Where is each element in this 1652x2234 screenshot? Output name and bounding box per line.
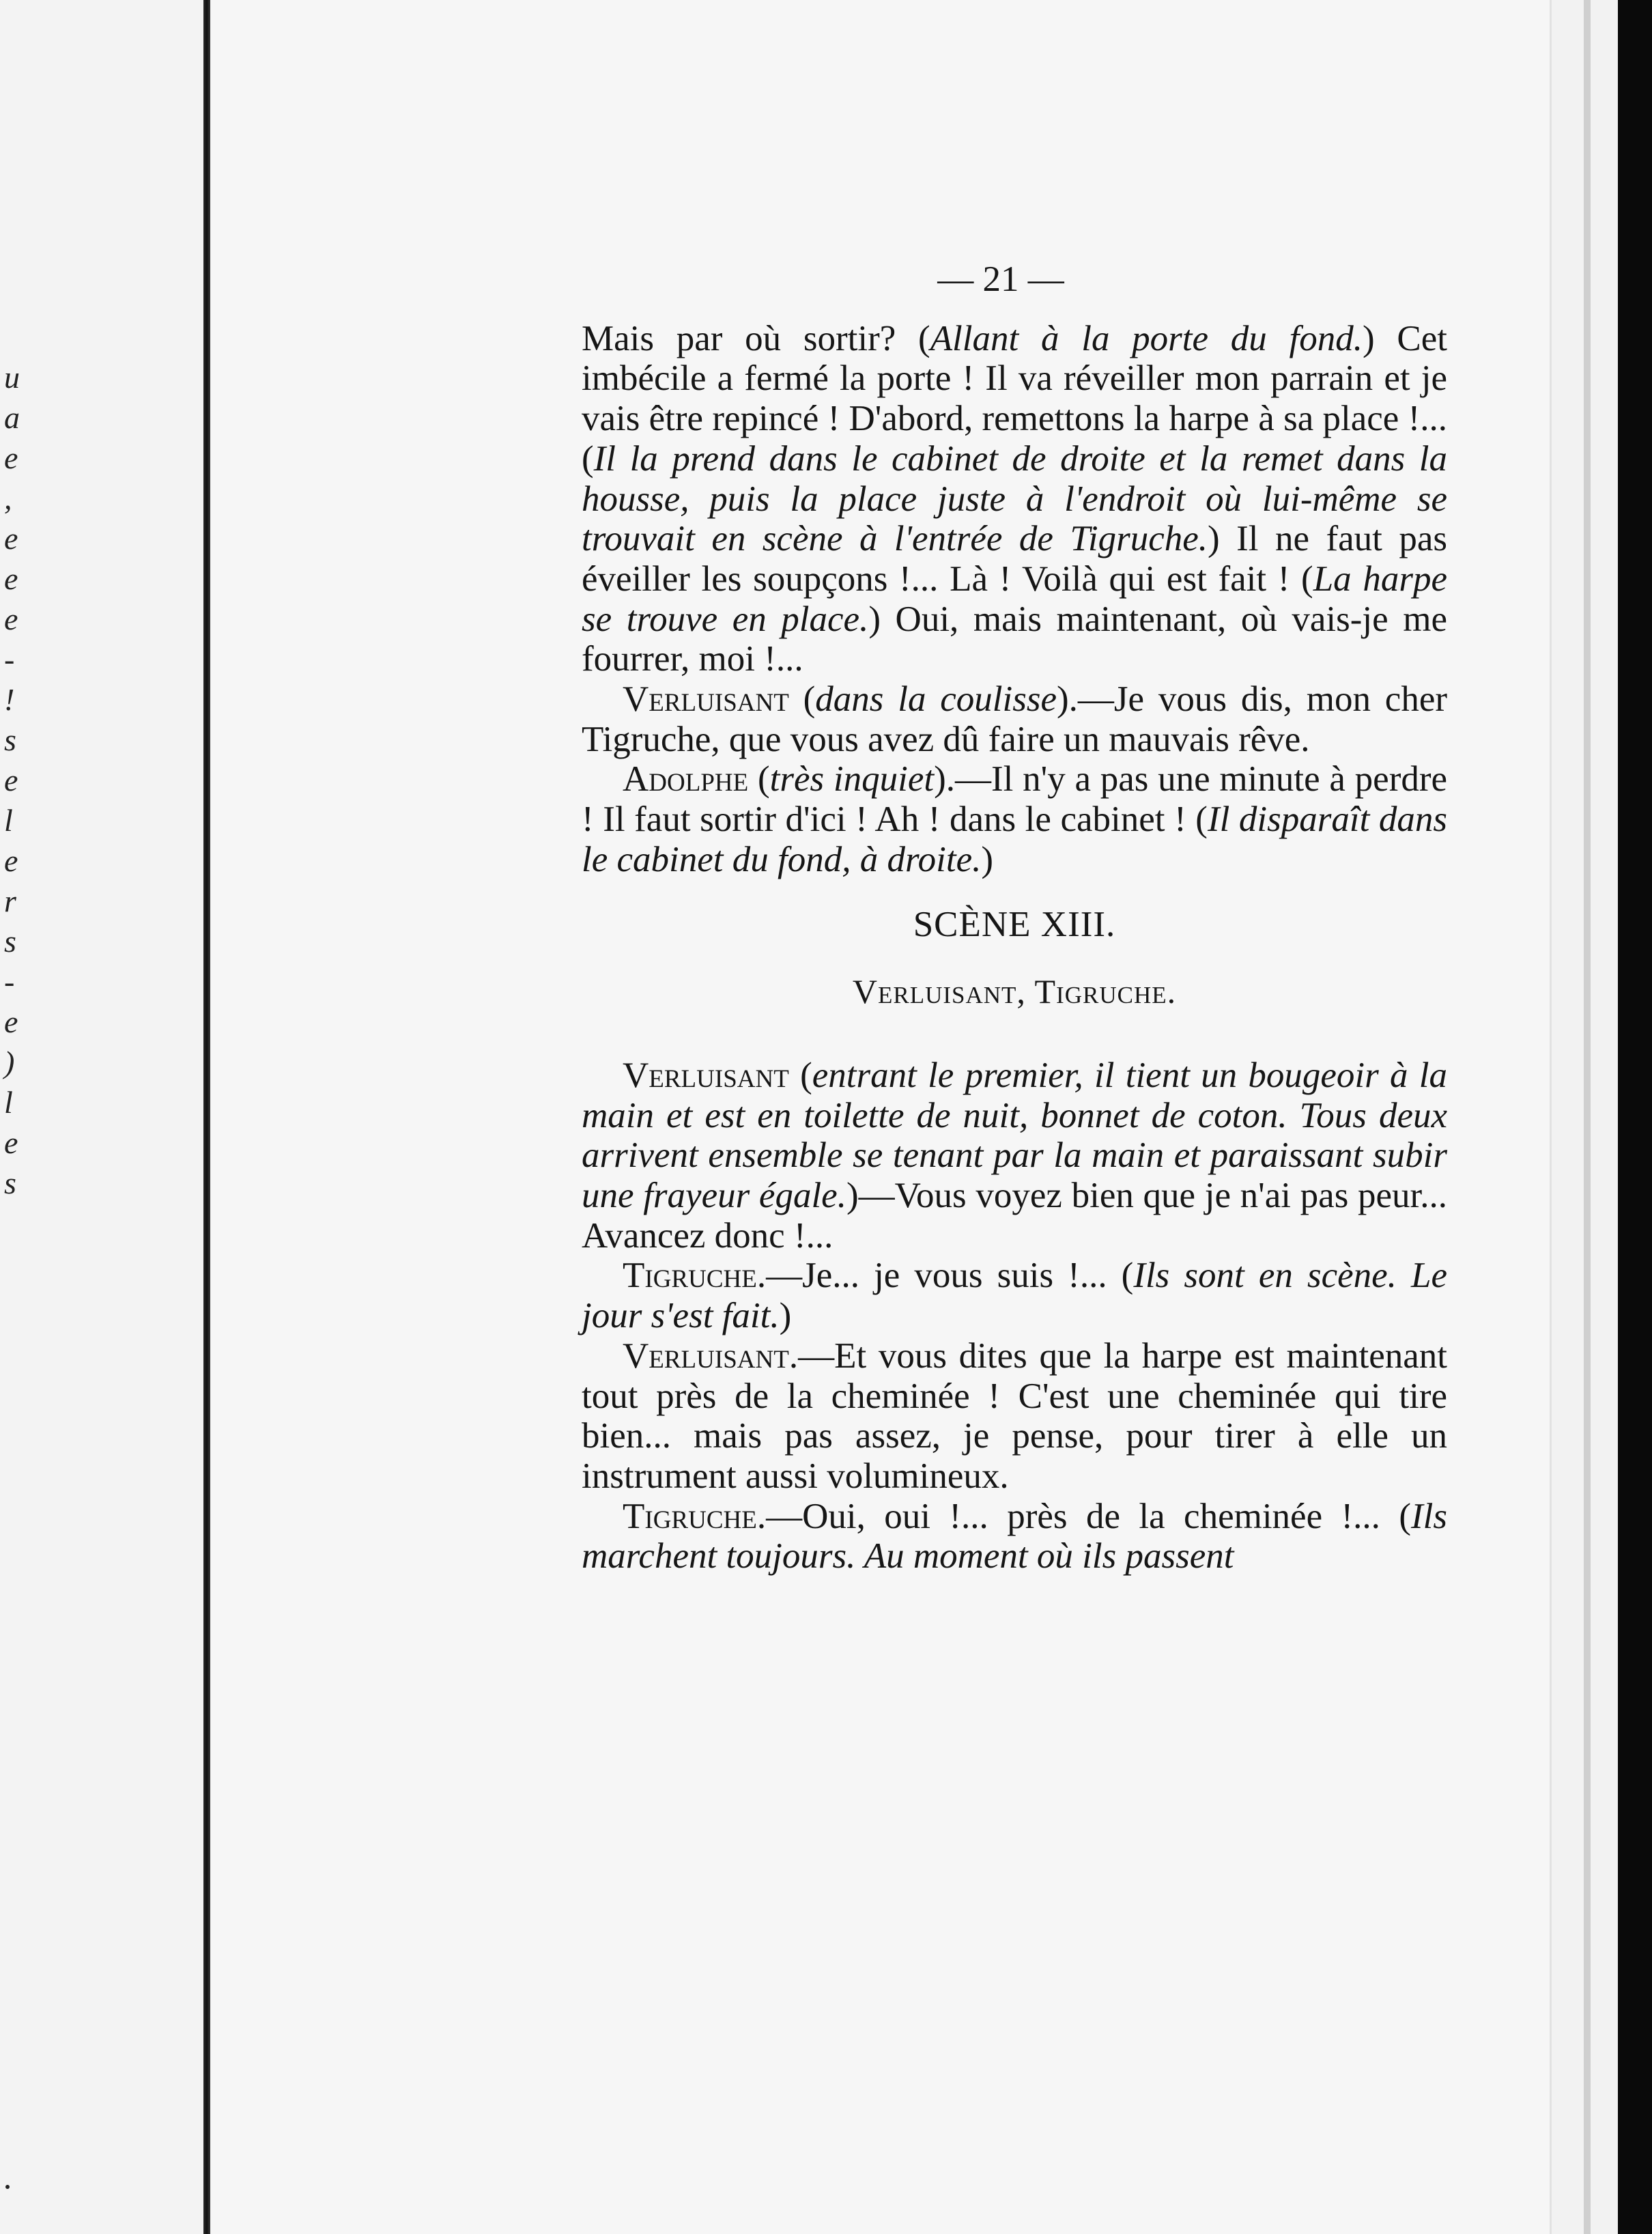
dialogue-text: ) Cet imbécile a fermé la porte ! Il va réveiller mon parrain et je vais être repincé ! D'abord, remettons la harpe à sa place !... (	[582, 318, 1448, 479]
dialogue-text: )—Vous voyez bien que je n'ai pas peur... Avancez donc !...	[582, 1176, 1447, 1256]
speaker-name: Tigruche	[623, 1496, 757, 1536]
margin-fragment: e	[4, 1004, 18, 1039]
dialogue-text: ).—Je vous dis, mon cher Tigruche, que vous avez dû faire un mauvais rêve.	[582, 679, 1447, 759]
paragraph	[582, 1497, 1447, 1576]
dialogue-text: ) Oui, mais maintenant, où vais-je me fourrer, moi !...	[582, 599, 1447, 679]
stage-direction: entrant le premier, il tient un bougeoir à la main et est en toilette de nuit, bonnet de coton. Tous deux arrivent ensemble se tenant par la main et paraissant subir une frayeur égale.	[582, 1055, 1447, 1216]
margin-fragment: !	[4, 682, 15, 717]
stage-direction: Allant à la porte du fond.	[930, 318, 1363, 358]
page-text	[582, 259, 1447, 1576]
dialogue-text: (	[788, 679, 816, 720]
page	[210, 0, 1618, 2234]
margin-fragment: )	[4, 1045, 15, 1079]
book-gutter	[203, 0, 210, 2234]
speaker-name: Verluisant	[623, 679, 789, 720]
margin-fragment: e	[4, 521, 18, 556]
margin-fragment: e	[4, 602, 18, 636]
speaker-name: Verluisant	[623, 1055, 789, 1095]
stage-direction: Il la prend dans le cabinet de droite et la remet dans la housse, puis la place juste à l'endroit où lui-même se trouvait en scène à l'entrée de Tigruche.	[582, 438, 1447, 559]
margin-fragment: s	[4, 1165, 16, 1200]
dialogue-text: (	[788, 1055, 812, 1095]
dialogue-before-scene	[582, 319, 1447, 880]
dialogue-text: ) Il ne faut pas éveiller les soupçons !... Là ! Voilà qui est fait ! (	[582, 519, 1447, 599]
margin-fragment: e	[4, 1125, 18, 1160]
scene-characters: Verluisant, Tigruche.	[852, 972, 1177, 1011]
margin-fragment: e	[4, 763, 18, 797]
dialogue-text: )	[981, 839, 994, 879]
stage-direction: Ils sont en scène. Le jour s'est fait.	[582, 1256, 1447, 1336]
margin-fragment: l	[4, 1085, 13, 1120]
speaker-name: Tigruche	[623, 1256, 757, 1296]
paragraph	[582, 1256, 1447, 1335]
margin-fragment: s	[4, 924, 16, 959]
facing-page-edge	[0, 0, 205, 2234]
stage-direction: Ils marchent toujours. Au moment où ils passent	[582, 1496, 1447, 1576]
paragraph	[582, 1336, 1447, 1497]
speaker-name: Adolphe	[623, 759, 749, 800]
margin-fragment: e	[4, 561, 18, 596]
stage-direction: très inquiet	[769, 759, 935, 800]
speaker-name: Verluisant	[623, 1335, 789, 1376]
page-number: — 21 —	[937, 259, 1064, 299]
ink-speck	[5, 2185, 10, 2189]
dialogue-text: ).—Il n'y a pas une minute à perdre ! Il faut sortir d'ici ! Ah ! dans le cabinet ! (	[582, 759, 1448, 840]
margin-fragment: -	[4, 642, 15, 677]
margin-fragment: r	[4, 883, 16, 918]
scene-dialogue	[582, 1056, 1447, 1576]
margin-fragment: a	[4, 400, 20, 435]
page-surface	[210, 0, 1552, 2234]
dialogue-text: .—Je... je vous suis !... (	[756, 1256, 1134, 1296]
paragraph	[582, 1056, 1447, 1256]
stage-direction: La harpe se trouve en place.	[582, 558, 1447, 639]
dialogue-text: )	[779, 1296, 792, 1336]
margin-fragment: -	[4, 964, 15, 999]
facing-page-text-fragments	[0, 0, 20, 2234]
paragraph	[582, 759, 1447, 879]
margin-fragment: s	[4, 722, 16, 757]
margin-fragment: e	[4, 440, 18, 475]
dialogue-text: .—Et vous dites que la harpe est maintenant tout près de la cheminée ! C'est une cheminée qui tire bien... mais pas assez, je pense, pour tirer à elle un instrument aussi volumineux.	[582, 1335, 1447, 1496]
dialogue-text: .—Oui, oui !... près de la cheminée !... (	[756, 1496, 1411, 1536]
dialogue-text: (	[748, 759, 770, 800]
margin-fragment: ,	[4, 481, 12, 515]
margin-fragment: e	[4, 843, 18, 878]
scene-title: SCÈNE XIII.	[913, 904, 1116, 944]
paragraph	[582, 679, 1447, 759]
margin-fragment: l	[4, 803, 13, 838]
dialogue-text: Mais par où sortir? (	[582, 318, 930, 358]
stage-direction: dans la coulisse	[815, 679, 1057, 720]
page-edge-shadow	[1584, 0, 1591, 2234]
stage-direction: Il disparaît dans le cabinet du fond, à droite.	[582, 800, 1447, 879]
margin-fragment: u	[4, 360, 20, 395]
paragraph	[582, 319, 1447, 679]
